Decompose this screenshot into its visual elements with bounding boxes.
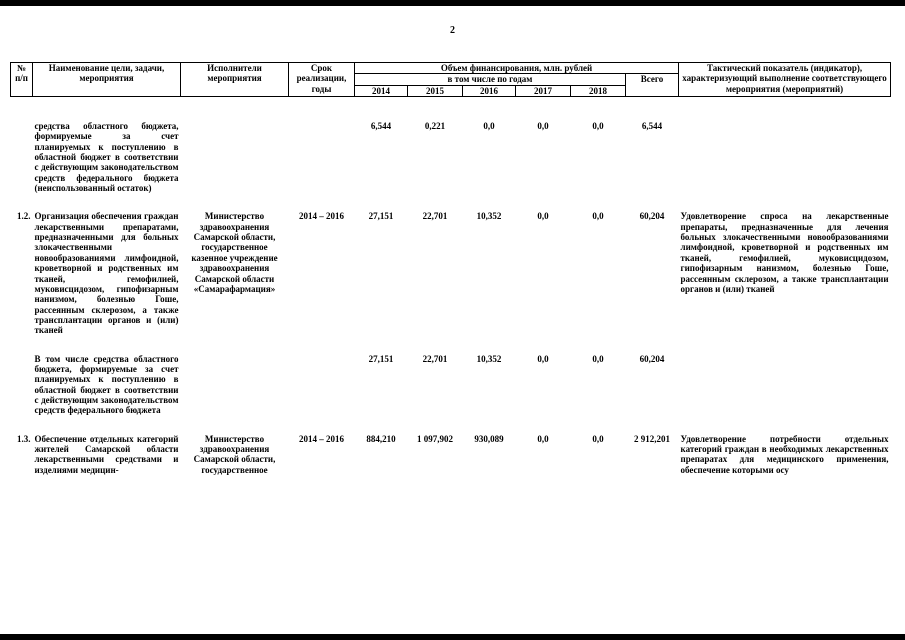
header-year-2017: 2017: [516, 85, 571, 96]
row-value-2017: 0,0: [537, 121, 549, 132]
row-value-2017: 0,0: [537, 211, 549, 222]
row-total: 60,204: [639, 211, 665, 222]
header-by-year: в том числе по годам: [355, 74, 626, 85]
row-num: 1.2.: [17, 211, 31, 222]
financing-table: [10, 62, 891, 475]
row-executors: [181, 121, 289, 193]
row-value-2015: 1 097,902: [417, 433, 453, 444]
top-border-bar: [0, 0, 905, 6]
row-total: 60,204: [639, 353, 665, 364]
bottom-border-bar: [0, 634, 905, 640]
row-value-2016: 10,352: [476, 353, 502, 364]
row-num: [11, 354, 33, 416]
header-indicator: Тактический показатель (индикатор), характеризующий выполнение соответствующего мероприятия (мероприятий): [679, 63, 891, 97]
row-value-2016: 10,352: [476, 211, 502, 222]
row-term: [289, 121, 355, 193]
header-term: Срок реализации, годы: [289, 63, 355, 97]
row-value-2014: 27,151: [368, 353, 394, 364]
header-total: Всего: [626, 74, 679, 97]
row-value-2017: 0,0: [537, 433, 549, 444]
row-value-2016: 0,0: [483, 121, 495, 132]
table-header: [11, 63, 891, 97]
header-finance-title: Объем финансирования, млн. рублей: [355, 63, 679, 74]
row-total: 2 912,201: [634, 433, 670, 444]
row-name: Обеспечение отдельных категорий жителей Самарской области лекарственными средствами и изделиями медицин-: [34, 433, 179, 475]
row-value-2015: 22,701: [422, 211, 448, 222]
row-indicator: Удовлетворение спроса на лекарственные препараты, предназначенные для лечения больных злокачественными новообразованиями лимфоидной, кроветворной и родственных им тканей, гемофилией, муковисцидозом, гипофизарным нанизмом, болезнью Гоше, рассеянным склерозом, а также трансплантации органов и (или) тканей: [680, 211, 889, 294]
table-row: [11, 211, 891, 335]
row-indicator: [679, 354, 891, 416]
row-name: Организация обеспечения граждан лекарственными препаратами, предназначенными для больных злокачественными новообразованиями лимфоидной, кроветворной и родственных им тканей, гемофилией, муковисцидозом, гипофизарным нанизмом, болезнью Гоше, рассеянным склерозом, а также трансплантации органов и (или) тканей: [34, 211, 179, 336]
table-row: [11, 354, 891, 416]
row-value-2016: 930,089: [474, 433, 504, 444]
row-value-2014: 6,544: [370, 121, 392, 132]
row-executors: Министерство здравоохранения Самарской области, государственное казенное учреждение здравоохранения Самарской области «Самарафармация»: [191, 211, 278, 294]
page-number: 2: [450, 25, 455, 36]
row-name: средства областного бюджета, формируемые за счет планируемых к поступлению в областной бюджет в соответствии с действующим законодательством средств федерального бюджета (неиспользованный остаток): [34, 121, 179, 194]
row-indicator: [679, 121, 891, 193]
row-term: 2014 – 2016: [299, 211, 344, 222]
row-value-2015: 0,221: [424, 121, 446, 132]
header-executors: Исполнители мероприятия: [181, 63, 289, 97]
row-term: 2014 – 2016: [299, 433, 344, 444]
row-value-2018: 0,0: [592, 353, 604, 364]
row-indicator: Удовлетворение потребности отдельных категорий граждан в необходимых лекарственных препаратах для медицинского применения, обеспечение которыми осу: [680, 433, 889, 475]
row-value-2017: 0,0: [537, 353, 549, 364]
row-num: [11, 121, 33, 193]
header-year-2014: 2014: [355, 85, 408, 96]
row-value-2018: 0,0: [592, 433, 604, 444]
row-value-2015: 22,701: [422, 353, 448, 364]
table-row: [11, 121, 891, 193]
header-name: Наименование цели, задачи, мероприятия: [33, 63, 181, 97]
row-name: В том числе средства областного бюджета, формируемые за счет планируемых к поступлению в областной бюджет в соответствии с действующим законодательством средств федерального бюджета: [34, 353, 179, 416]
row-value-2014: 884,210: [366, 433, 396, 444]
row-value-2018: 0,0: [592, 211, 604, 222]
row-value-2018: 0,0: [592, 121, 604, 132]
header-year-2015: 2015: [408, 85, 463, 96]
row-total: 6,544: [641, 121, 663, 132]
row-term: [289, 354, 355, 416]
row-num: 1.3.: [17, 433, 31, 444]
table-row: [11, 434, 891, 475]
row-value-2014: 27,151: [368, 211, 394, 222]
header-year-2018: 2018: [571, 85, 626, 96]
header-num: № п/п: [11, 63, 33, 97]
row-executors: [181, 354, 289, 416]
header-year-2016: 2016: [463, 85, 516, 96]
row-executors: Министерство здравоохранения Самарской области, государственное: [193, 433, 276, 475]
